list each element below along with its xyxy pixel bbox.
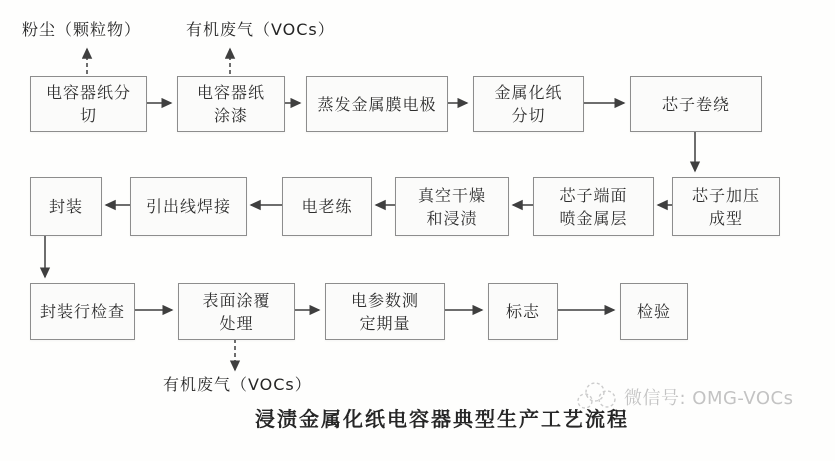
- watermark-text: 微信号: OMG-VOCs: [624, 388, 794, 409]
- node-label: 蒸发金属膜电极: [317, 94, 437, 114]
- wechat-bubble-icon: [574, 381, 618, 413]
- node-label: 封装: [48, 197, 83, 216]
- node-label: 电参数测定期量: [350, 290, 419, 333]
- node-label: 检验: [636, 302, 671, 321]
- flow-node-encapsulation: [30, 177, 102, 236]
- flow-node-metallized-paper-slitting: [473, 76, 584, 132]
- node-label: 表面涂覆处理: [202, 290, 271, 333]
- flow-node-lead-wire-welding: [130, 177, 247, 236]
- node-label: 电容器纸涂漆: [196, 83, 265, 125]
- flow-node-encapsulation-inspection: [30, 283, 135, 340]
- flow-node-electrical-aging: [282, 177, 372, 236]
- emission-label-dust-particulates: 粉尘（颗粒物）: [22, 20, 142, 39]
- flow-node-capacitor-paper-coating: [177, 76, 285, 132]
- flow-node-core-press-forming: [672, 177, 780, 236]
- flow-node-electrical-parameter-measurement: [325, 283, 445, 340]
- flow-node-evaporate-metal-film-electrode: [306, 76, 448, 132]
- flow-node-vacuum-drying-impregnation: [395, 177, 509, 236]
- node-label: 电容器纸分切: [45, 83, 131, 125]
- emission-label-voc-bottom: 有机废气（VOCs）: [163, 375, 312, 394]
- node-label: 芯子加压成型: [691, 185, 760, 228]
- watermark: [574, 381, 793, 413]
- emission-label-voc-top: 有机废气（VOCs）: [186, 20, 335, 39]
- flow-node-surface-coating-treatment: [178, 283, 295, 340]
- diagram-caption: 浸渍金属化纸电容器典型生产工艺流程: [255, 407, 629, 431]
- flow-node-core-winding: [630, 76, 762, 132]
- flow-node-core-end-metal-spraying: [533, 177, 654, 236]
- node-label: 芯子端面喷金属层: [559, 185, 628, 228]
- node-label: 金属化纸分切: [494, 83, 563, 125]
- node-label: 标志: [505, 302, 540, 321]
- node-label: 芯子卷绕: [661, 94, 730, 114]
- node-label: 封装行检查: [39, 302, 125, 321]
- flow-node-capacitor-paper-slitting: [30, 76, 147, 132]
- flow-node-final-inspection: [620, 283, 688, 340]
- flow-node-marking: [488, 283, 558, 340]
- node-label: 引出线焊接: [145, 197, 231, 216]
- node-label: 真空干燥和浸渍: [417, 185, 486, 228]
- node-label: 电老练: [301, 197, 353, 216]
